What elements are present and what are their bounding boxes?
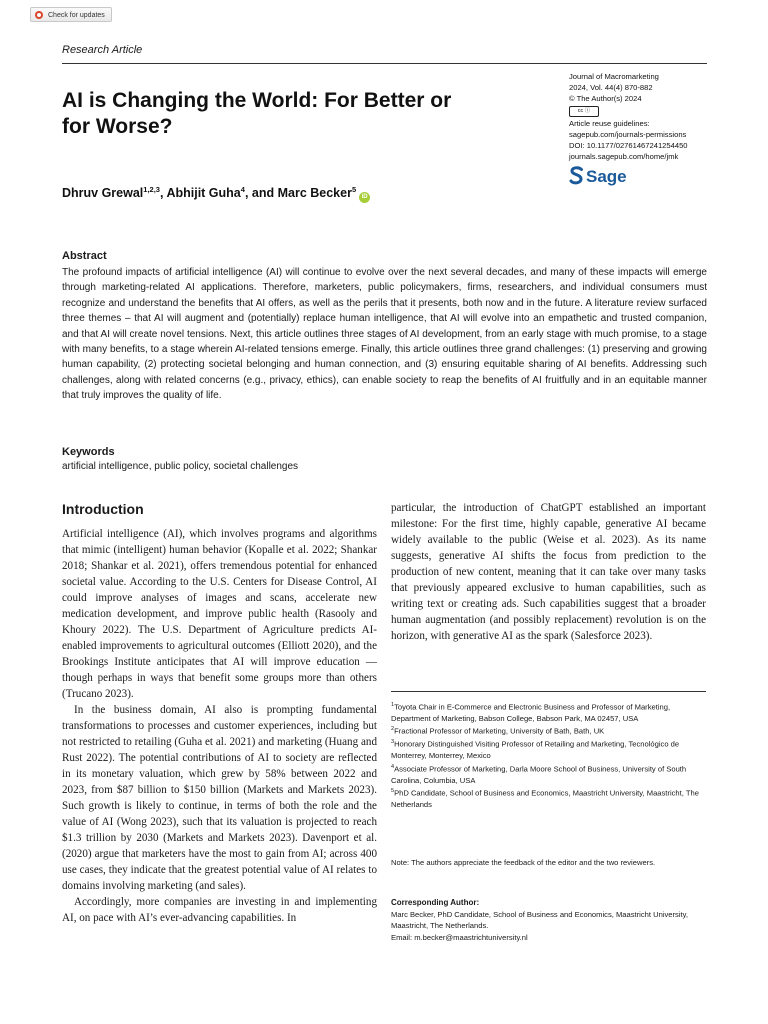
author-name: Dhruv Grewal [62,186,144,201]
footnote-number: 4 [391,763,395,770]
affiliation-footnotes [391,700,706,810]
body-column-left [62,526,377,926]
body-paragraph: In the business domain, AI also is prompting fundamental transformations to processes and customer experiences, including but not restricted to retailing (Guha et al. 2021) and marketing (Huang and Rust 2022). The potential contributions of AI to society are reflected in its monetary valuation, which grew by 58% between 2022 and 2023, from $87 billion to $150 billion (Markets and Markets 2023). Such growth is likely to continue, in terms of both the role and the value of AI (Wong 2023), such that its valuation is projected to reach $1.3 trillion by 2030 (Markets and Markets 2023). Davenport et al. (2020) argue that marketers have the most to gain from AI; across 400 use cases, they indicate that the greatest potential value of AI relates to domains involving marketing (and sales). [62,704,377,892]
author-separator: , [159,186,167,201]
footnote-text: Honorary Distinguished Visiting Professor of Retailing and Marketing, Tecnológico de Monterrey, Monterrey, Mexico [391,739,680,761]
footnote-number: 1 [391,702,395,708]
keywords-heading: Keywords [62,446,115,458]
corresponding-author-heading: Corresponding Author: [391,898,480,907]
body-paragraph: Accordingly, more companies are investing in and implementing AI, on pace with AI’s ever-advancing capabilities. In [62,896,377,924]
check-for-updates-button[interactable] [30,7,112,22]
check-for-updates-label: Check for updates [48,12,105,19]
journal-name: Journal of Macromarketing [569,72,659,81]
affiliation-marker: 4 [240,185,245,194]
footnote-text: PhD Candidate, School of Business and Economics, Maastricht University, Maastricht, The Netherlands [391,788,699,809]
footnote-number: 5 [391,787,395,794]
author-note: Note: The authors appreciate the feedback of the editor and the two reviewers. [391,858,656,867]
affiliation-marker: 1,2,3 [143,185,160,194]
journal-volume: 2024, Vol. 44(4) 870-882 [569,83,653,93]
body-paragraph: particular, the introduction of ChatGPT established an important milestone: For the first time, highly capable, generative AI became widely available to the public (Weise et al. 2023). As its name suggests, generative AI shifts the focus from prediction to the production of new content, meaning that it can take over many tasks that previously appeared exclusive to human capabilities, such as writing text or creating ads. Such capabilities suggest that a broader human augmentation (and possibly replacement) revolution is on the horizon, with generative AI as the spark (Salesforce 2023). [391,502,706,642]
cc-license-icon[interactable]: cc ⓘ [569,106,599,117]
author-separator: , and [244,186,278,201]
article-type: Research Article [62,44,143,56]
author-name: Abhijit Guha [166,186,241,201]
footnote-divider [391,691,706,692]
introduction-heading: Introduction [62,501,144,517]
doi-link[interactable]: DOI: 10.1177/02761467241254450 [569,141,688,151]
crossmark-icon [35,11,43,19]
orcid-icon[interactable]: iD [359,192,370,203]
keywords-text: artificial intelligence, public policy, societal challenges [62,461,299,472]
footnote-item [391,724,706,737]
author-list [62,185,370,203]
corresponding-author [391,897,706,943]
reuse-guidelines-label: Article reuse guidelines: [569,118,650,128]
footnote-text: Fractional Professor of Marketing, University of Bath, Bath, UK [394,726,605,736]
journal-copyright: © The Author(s) 2024 [569,94,642,104]
journal-metadata [569,71,688,162]
footnote-item [391,700,706,724]
footnote-item [391,786,706,810]
article-title: AI is Changing the World: For Better or for Worse? [62,89,452,138]
publisher-name: Sage [586,167,627,186]
journal-home-link[interactable]: journals.sagepub.com/home/jmk [569,152,679,162]
footnote-text: Associate Professor of Marketing, Darla Moore School of Business, University of South Carolina, Columbia, USA [391,764,687,785]
sage-s-icon [569,166,584,185]
footnote-number: 2 [391,726,395,733]
body-column-right [391,500,706,644]
footnote-number: 3 [391,739,395,746]
footnote-item [391,762,706,786]
corresponding-author-details: Marc Becker, PhD Candidate, School of Business and Economics, Maastricht University, Maastricht, The Netherlands. [391,909,688,931]
abstract-text: The profound impacts of artificial intelligence (AI) will continue to evolve over the next several decades, and many of these impacts will emerge through marketing-related AI applications. Therefore, marketers, public policymakers, firms, researchers, and individual consumers must recognize and understand the benefits that AI offers, as well as the perils that it presents, both now and in the future. A literature review surfaced three themes – that AI will augment and (potentially) replace human intelligence, that AI will evolve into an empathetic and trusted companion, and that AI will create novel tensions. Next, this article outlines three stages of AI development, from an early stage with much promise, to a stage with many benefits, to a stage wherein AI-related tensions emerge. Finally, this article outlines three grand challenges: (1) preserving and growing human capability, (2) protecting societal belonging and human connection, and (3) ensuring equitable sharing of AI benefits. Addressing such challenges, along with related concerns (e.g., privacy, ethics), can enable society to reap the benefits of AI fruitfully and in an equitable manner that truly improves the quality of life. [62,267,707,402]
affiliation-marker: 5 [351,185,357,194]
corresponding-author-email[interactable]: Email: m.becker@maastrichtuniversity.nl [391,932,528,942]
footnote-item [391,737,706,761]
footnote-text: Toyota Chair in E-Commerce and Electronic Business and Professor of Marketing, Department of Marketing, Babson College, Babson Park, MA 02457, USA [391,702,671,723]
body-paragraph: Artificial intelligence (AI), which involves programs and algorithms that mimic (intelligent) human behavior (Kopalle et al. 2022; Shankar 2018; Shankar et al. 2021), offers tremendous potential for enhanced societal value. According to the U.S. Centers for Disease Control, AI could improve analyses of images and scans, accelerate new medication development, and improve public health (Rasooly and Khoury 2022). The U.S. Department of Agriculture predicts AI-enabled improvements to agricultural outcomes (Elliott 2020), and the Brookings Institute anticipates that AI will improve education —though perhaps in ways that benefit some groups more than others (Trucano 2023). [62,528,377,700]
abstract-heading: Abstract [62,250,107,262]
reuse-guidelines-link[interactable]: sagepub.com/journals-permissions [569,129,687,139]
header-divider [62,63,707,64]
sage-logo [569,166,627,187]
author-name: Marc Becker [277,186,352,201]
